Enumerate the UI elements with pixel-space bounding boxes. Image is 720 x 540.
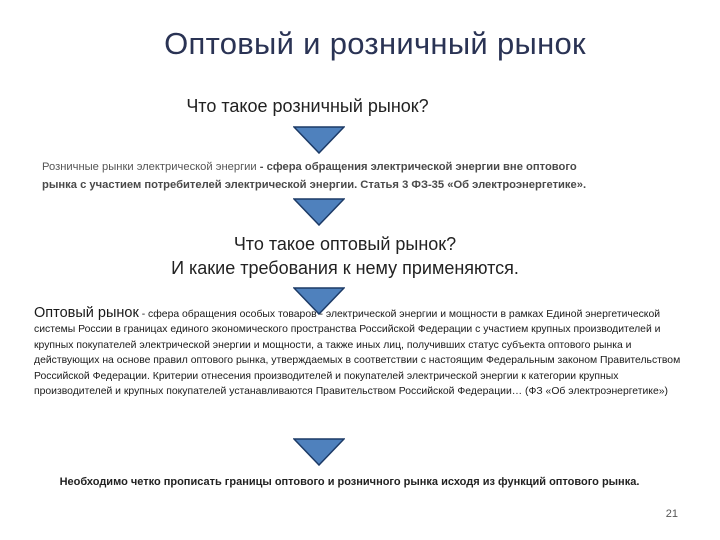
question-wholesale-line-1: Что такое оптовый рынок? [233,234,457,254]
wholesale-definition-text: - сфера обращения особых товаров - электрической энергии и мощности в рамках Единой энергетической системы России в границах единого экономического пространства Российской Федерации с участием крупных производителей и крупных покупателей электрической энергии и мощности, а также иных лиц, получивших статус субъекта оптового рынка и действующих на основе правил оптового рынка, утверждаемых в соответствии с настоящим Федеральным законом Правительством Российской Федерации. Критерии отнесения производителей и покупателей электрической энергии к категории крупных производителей и крупных покупателей устанавливаются Правительством Российской Федерации… (ФЗ «Об электроэнергетике») [34,309,681,398]
down-arrow-icon [293,198,345,226]
page-number: 21 [665,508,678,520]
down-arrow-icon [293,438,345,466]
question-wholesale-line-2: И какие требования к нему применяются. [171,258,519,278]
retail-definition-lead: Розничные рынки электрической энергии [42,161,257,173]
wholesale-term: Оптовый рынок [34,305,139,321]
conclusion-note: Необходимо четко прописать границы оптового и розничного рынка исходя из функций оптового рынка. [59,476,640,488]
wholesale-market-definition [34,306,690,399]
retail-definition-text: - сфера обращения электрической энергии вне оптового рынка с участием потребителей электрической энергии. Статья 3 ФЗ-35 «Об электроэнергетике». [42,161,587,191]
question-wholesale [0,232,690,280]
down-arrow-icon [293,126,345,154]
slide-title: Оптовый и розничный рынок [164,26,586,61]
question-retail: Что такое розничный рынок? [186,96,429,116]
retail-market-definition [42,159,612,194]
